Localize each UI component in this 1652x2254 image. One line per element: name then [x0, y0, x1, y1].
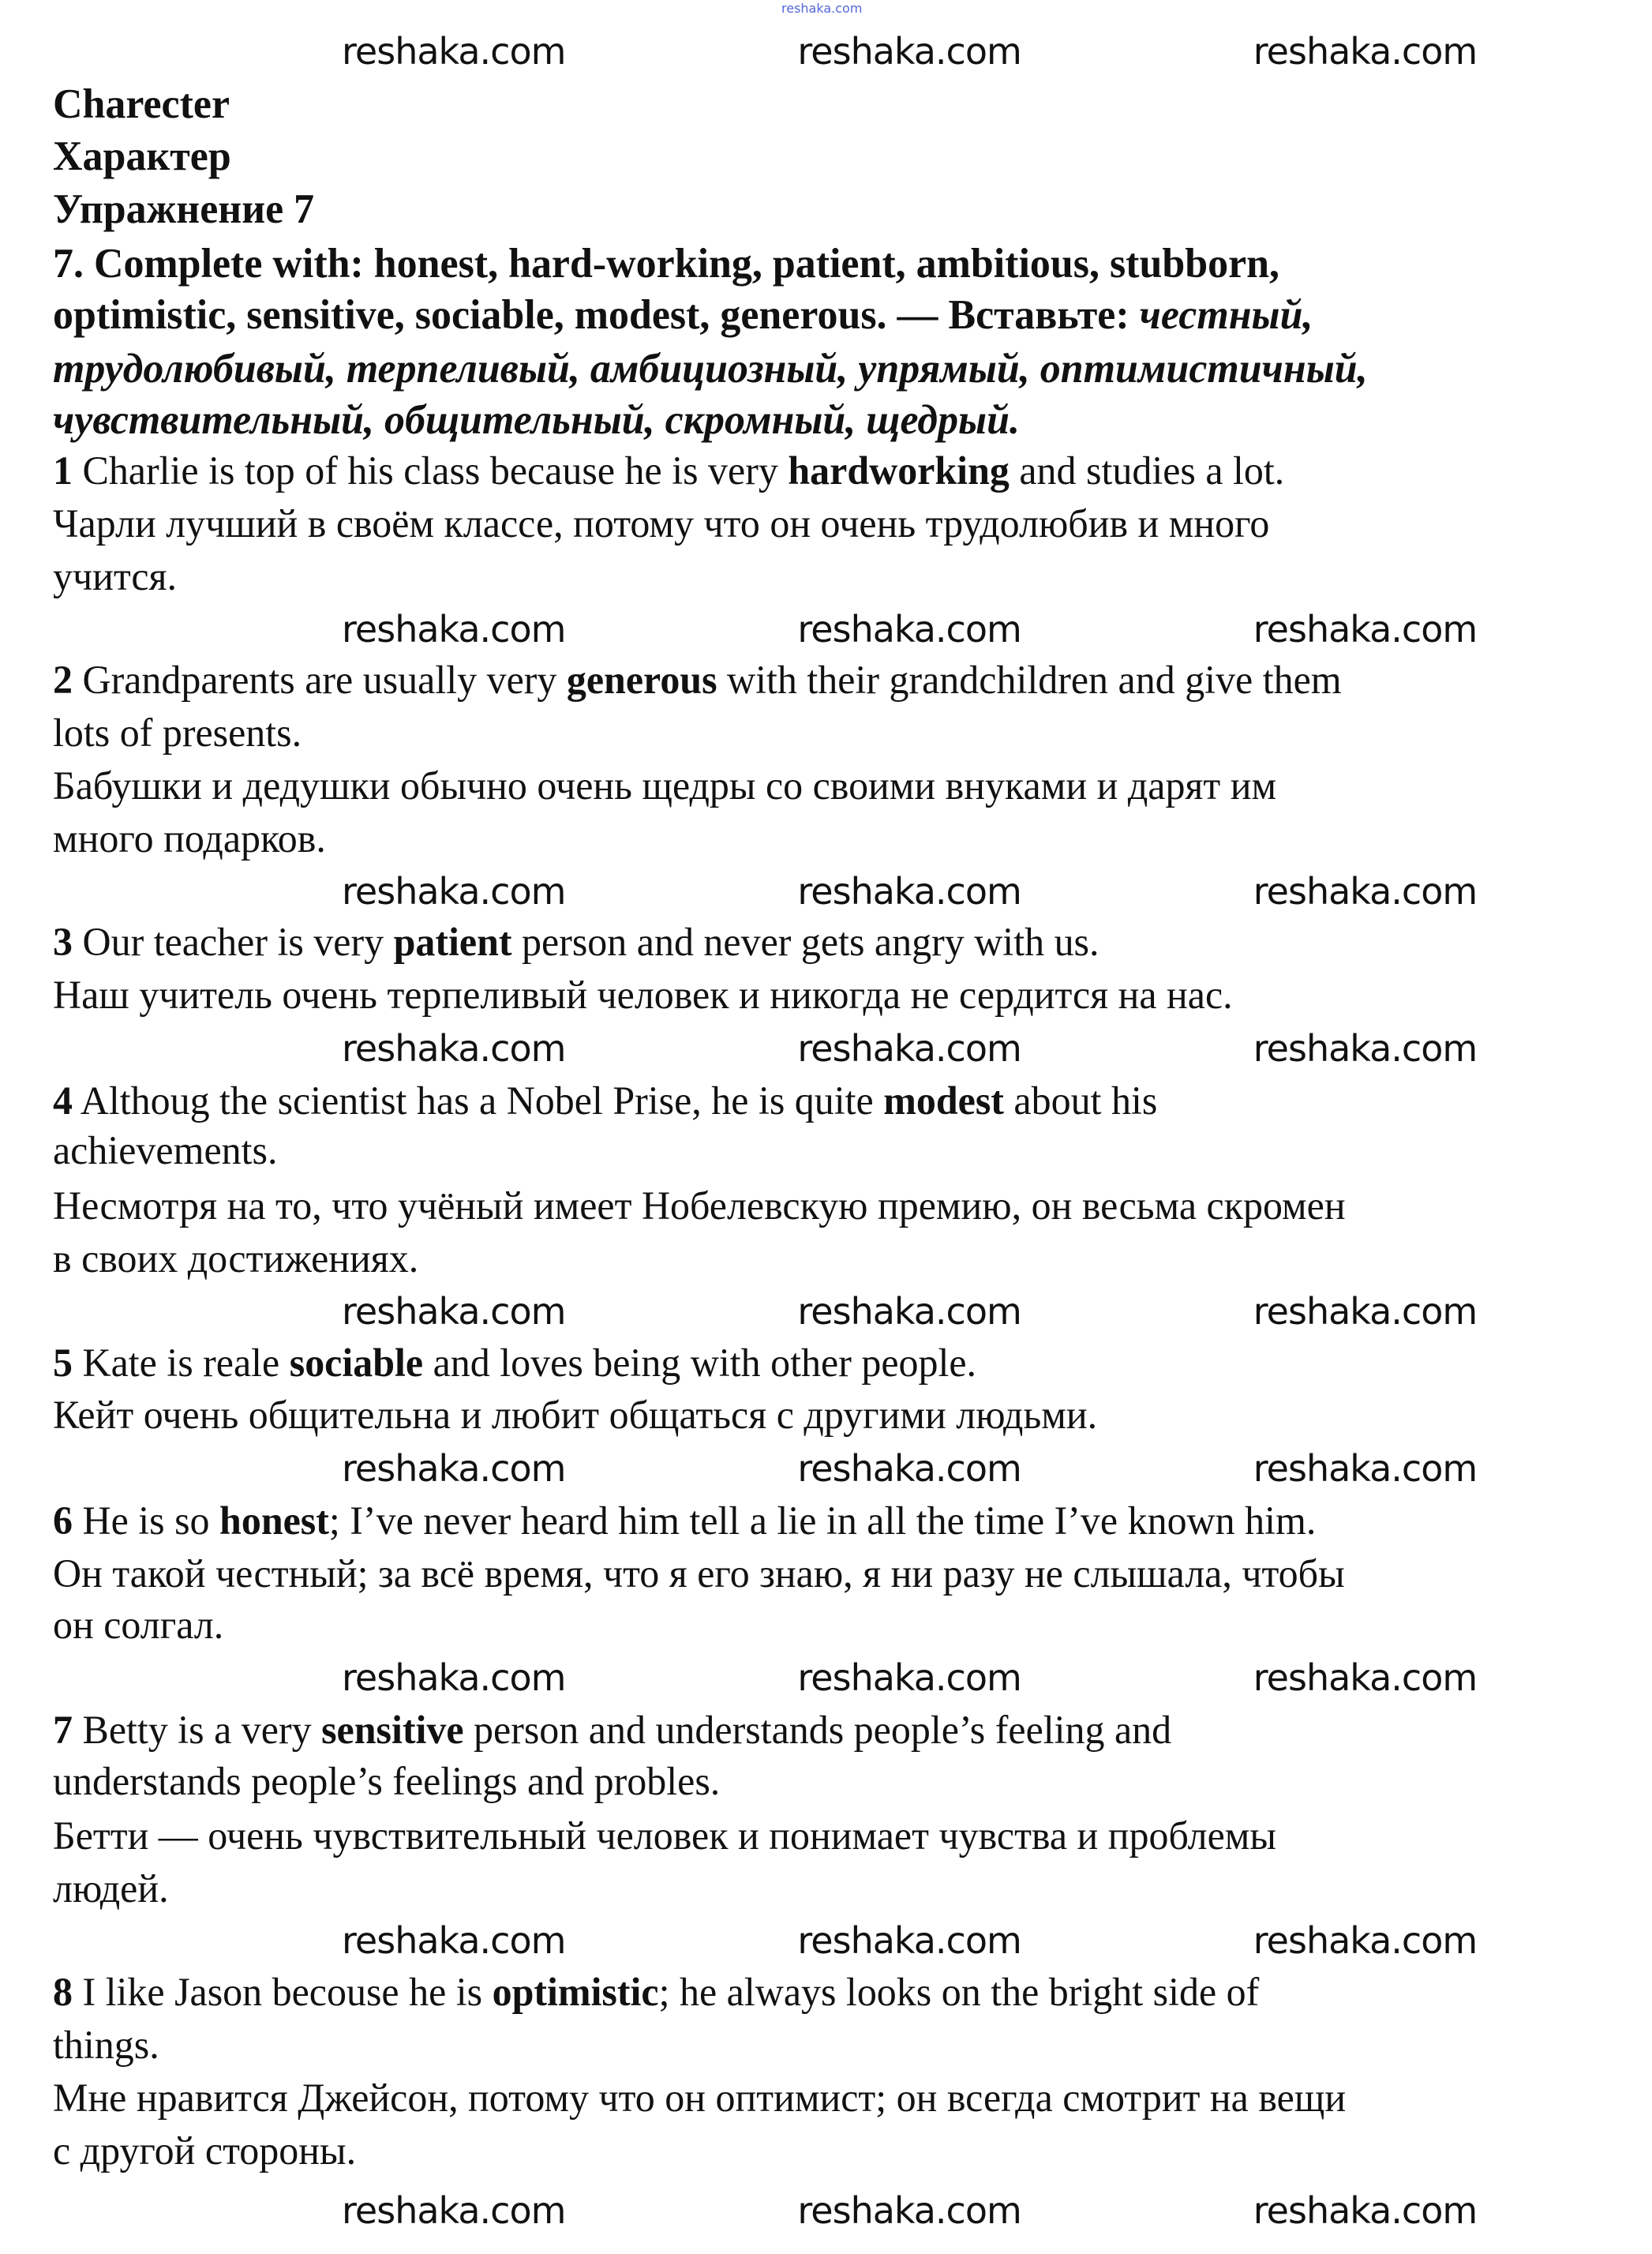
- text: Kate is reale: [72, 1341, 290, 1386]
- text-line: [53, 1810, 1276, 1863]
- text-line: [53, 1233, 418, 1286]
- bold-text: Характер: [53, 133, 231, 180]
- bold-text: optimistic, sensitive, sociable, modest, generous. — Вставьте:: [53, 291, 1140, 338]
- text: ; I’ve never heard him tell a lie in all the time I’ve known him.: [328, 1499, 1317, 1543]
- heading-line: [53, 394, 1020, 447]
- text: Кейт очень общительна и любит общаться с другими людьми.: [53, 1393, 1098, 1438]
- watermark: reshaka.com: [1253, 30, 1478, 73]
- bold-text: sensitive: [321, 1708, 464, 1753]
- text-line: [53, 1180, 1346, 1233]
- text-line: [53, 445, 1284, 498]
- text: Мне нравится Джейсон, потому что он оптимист; он всегда смотрит на вещи: [53, 2076, 1347, 2121]
- text: учится.: [53, 554, 177, 599]
- watermark: reshaka.com: [342, 1289, 566, 1333]
- watermark: reshaka.com: [797, 1656, 1021, 1700]
- watermark: reshaka.com: [342, 1447, 566, 1491]
- heading-line: [53, 130, 231, 183]
- text-line: [53, 1495, 1316, 1548]
- text-line: [53, 1075, 1157, 1128]
- bold-text: честный,: [1139, 291, 1313, 338]
- text-line: [53, 1390, 1097, 1442]
- text-line: [53, 1967, 1259, 2020]
- text: Our teacher is very: [72, 921, 394, 966]
- text-line: [53, 654, 1342, 707]
- bold-text: 4: [53, 1078, 73, 1123]
- text-line: [53, 1337, 976, 1390]
- bold-text: 8: [53, 1971, 73, 2016]
- text: он солгал.: [53, 1603, 224, 1648]
- watermark: reshaka.com: [342, 869, 566, 913]
- text: I like Jason becouse he is: [72, 1971, 493, 2016]
- watermark: reshaka.com: [342, 607, 566, 651]
- text-line: [53, 760, 1276, 813]
- bold-text: 6: [53, 1499, 73, 1543]
- text-line: [53, 1600, 223, 1652]
- bold-text: 5: [53, 1341, 73, 1386]
- text: with their grandchildren and give them: [717, 658, 1342, 703]
- text-line: [53, 498, 1269, 551]
- text: achievements.: [53, 1128, 278, 1173]
- text: He is so: [72, 1499, 220, 1543]
- watermark: reshaka.com: [797, 1919, 1021, 1963]
- text-line: [53, 969, 1233, 1022]
- watermark: reshaka.com: [797, 30, 1021, 73]
- text: understands people’s feelings and probles.: [53, 1760, 721, 1805]
- heading-line: [53, 78, 230, 131]
- text: Он такой честный; за всё время, что я его знаю, я ни разу не слышала, чтобы: [53, 1551, 1345, 1596]
- bold-text: 2: [53, 658, 73, 703]
- text-line: [53, 1863, 169, 1916]
- text: Althoug the scientist has a Nobel Prise, he is quite: [72, 1078, 884, 1123]
- text-line: [53, 1548, 1345, 1601]
- watermark: reshaka.com: [342, 2189, 566, 2232]
- text: Charlie is top of his class because he is very: [72, 449, 789, 494]
- text: Несмотря на то, что учёный имеет Нобелевскую премию, он весьма скромен: [53, 1184, 1346, 1229]
- watermark: reshaka.com: [797, 1289, 1021, 1333]
- watermark: reshaka.com: [342, 30, 566, 73]
- watermark-top: reshaka.com: [781, 1, 863, 16]
- watermark: reshaka.com: [1253, 1447, 1478, 1491]
- bold-text: modest: [883, 1078, 1004, 1123]
- watermark: reshaka.com: [342, 1656, 566, 1700]
- watermark: reshaka.com: [1253, 869, 1478, 913]
- text: с другой стороны.: [53, 2128, 357, 2173]
- bold-text: 1: [53, 449, 73, 494]
- text-line: [53, 917, 1099, 969]
- text-line: [53, 1756, 720, 1809]
- text-line: [53, 1125, 277, 1178]
- heading-line: [53, 183, 314, 236]
- text: Наш учитель очень терпеливый человек и никогда не сердится на нас.: [53, 973, 1233, 1018]
- text-line: [53, 551, 177, 604]
- text-line: [53, 707, 302, 760]
- bold-text: 7: [53, 1708, 73, 1753]
- text: Betty is a very: [72, 1708, 322, 1753]
- watermark: reshaka.com: [1253, 1026, 1478, 1070]
- text: person and understands people’s feeling and: [463, 1708, 1172, 1753]
- bold-text: optimistic: [492, 1971, 659, 2016]
- bold-text: generous: [566, 658, 717, 703]
- watermark: reshaka.com: [1253, 1289, 1478, 1333]
- watermark: reshaka.com: [797, 1026, 1021, 1070]
- bold-text: hardworking: [788, 449, 1010, 494]
- bold-text: 7. Complete with: honest, hard-working, patient, ambitious, stubborn,: [53, 240, 1280, 287]
- bold-text: sociable: [289, 1341, 424, 1386]
- watermark: reshaka.com: [1253, 1919, 1478, 1963]
- watermark: reshaka.com: [1253, 1656, 1478, 1700]
- text: person and never gets angry with us.: [511, 921, 1099, 966]
- text: Чарли лучший в своём классе, потому что он очень трудолюбив и много: [53, 501, 1270, 546]
- text-line: [53, 2072, 1346, 2125]
- text: Бабушки и дедушки обычно очень щедры со своими внуками и дарят им: [53, 763, 1277, 808]
- watermark: reshaka.com: [1253, 607, 1478, 651]
- text-line: [53, 2125, 356, 2178]
- bold-text: 3: [53, 921, 73, 966]
- text: about his: [1003, 1078, 1158, 1123]
- bold-text: patient: [393, 921, 512, 966]
- text: things.: [53, 2023, 159, 2068]
- watermark: reshaka.com: [342, 1026, 566, 1070]
- bold-text: чувствительный, общительный, скромный, щедрый.: [53, 397, 1020, 444]
- heading-line: [53, 238, 1279, 291]
- watermark: reshaka.com: [797, 2189, 1021, 2232]
- text: and studies a lot.: [1009, 449, 1285, 494]
- text: Grandparents are usually very: [72, 658, 567, 703]
- text: много подарков.: [53, 816, 326, 861]
- bold-text: honest: [219, 1499, 329, 1543]
- watermark: reshaka.com: [797, 607, 1021, 651]
- text: Бетти — очень чувствительный человек и понимает чувства и проблемы: [53, 1813, 1277, 1858]
- bold-text: Charecter: [53, 81, 230, 127]
- watermark: reshaka.com: [797, 1447, 1021, 1491]
- heading-line: [53, 343, 1368, 396]
- watermark: reshaka.com: [797, 869, 1021, 913]
- text-line: [53, 2020, 159, 2072]
- heading-line: [53, 289, 1313, 342]
- text-line: [53, 813, 326, 866]
- text: lots of presents.: [53, 711, 302, 756]
- watermark: reshaka.com: [1253, 2189, 1478, 2232]
- text-line: [53, 1705, 1171, 1757]
- text: людей.: [53, 1866, 169, 1911]
- text: ; he always looks on the bright side of: [658, 1971, 1260, 2016]
- text: and loves being with other people.: [423, 1341, 977, 1386]
- bold-text: Упражнение 7: [53, 186, 315, 233]
- watermark: reshaka.com: [342, 1919, 566, 1963]
- text: в своих достижениях.: [53, 1237, 419, 1281]
- bold-text: трудолюбивый, терпеливый, амбициозный, упрямый, оптимистичный,: [53, 346, 1368, 392]
